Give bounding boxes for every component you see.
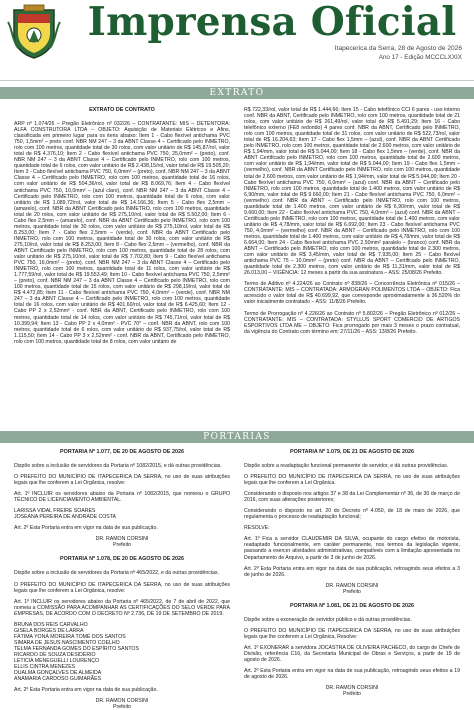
signer-role: Prefeito xyxy=(343,691,361,698)
portaria-1077-intro: Dispõe sobre a inclusão de servidores da Portaria nº 1082/2015, e dá outras providências. xyxy=(14,463,222,469)
masthead-header xyxy=(0,0,474,81)
extrato-column-right xyxy=(237,107,460,431)
portaria-1078-title: PORTARIA Nº 1.078, DE 20 DE AGOSTO DE 2026 xyxy=(60,556,184,563)
signer-role: Prefeito xyxy=(113,542,131,549)
termo-prorrogacao-text: Termo de Prorrogação nº 4.226/26 ao Contrato nº 5.802/26 – Pregão Eletrônico nº 012/26 – CONTRATANTE: MIS – CONTRATADA: STYLLUS SPORT COMERCIO DE ARTIGOS ESPORTIVOS LTDA ME – OBJETO: Fica prorrogado por mais 3 meses o prazo contratual, da vigência do Contrato com término em: 27/11/26 – ASS: 13/8/26 Prefeito. xyxy=(244,310,460,335)
signature-block xyxy=(244,685,460,697)
portaria-1081-art1: Art. 1º EXONERAR a servidora JOCASTRA DE OLIVEIRA PACHECO, do cargo de Chefe de Divisão, referência C16, da Secretaria Municipal de Obras e Serviços, a partir de 19 de agosto de 2026. xyxy=(244,644,460,663)
location-date: Itapecerica da Serra, 28 de Agosto de 2026 xyxy=(334,45,462,52)
portaria-1079-consid2: Considerando o disposto no art. 20 do Decreto nº 4.050, de 18 de maio de 2026, que regulamenta o processo de readaptação funcional; xyxy=(244,508,460,521)
extrato-column-left xyxy=(14,107,237,431)
masthead-title: Imprensa Oficial xyxy=(87,0,457,45)
section-header-extrato: EXTRATO xyxy=(0,87,474,99)
portaria-1079-intro: Dispõe sobre a readaptação funcional permanente de servidor, e dá outras providências. xyxy=(244,463,449,469)
portaria-1079-art2: Art. 2º Esta Portaria entra em vigor na data de sua publicação, retroagindo seus efeitos a 3 de junho de 2026. xyxy=(244,565,460,578)
signature-block xyxy=(244,583,460,595)
edition-number: Ano 17 - Edição MCCCLXXIX xyxy=(378,54,462,61)
signer-name: DR. RAMON CORSINI xyxy=(325,582,379,589)
signer-name: DR. RAMON CORSINI xyxy=(325,685,379,692)
signer-role: Prefeito xyxy=(113,704,131,710)
portaria-1078-art2: Art. 2º Esta Portaria entra em vigor na data de sua publicação. xyxy=(14,687,158,694)
extrato-title: EXTRATO DE CONTRATO xyxy=(89,107,155,113)
portaria-1078-intro: Dispõe sobre a inclusão de servidores da Portaria nº 465/2022, e dá outras providências. xyxy=(14,570,219,577)
portaria-1077-title: PORTARIA Nº 1.077, DE 20 DE AGOSTO DE 2026 xyxy=(60,449,184,455)
extrato-section xyxy=(0,99,474,431)
extrato-text: ARP nº 1.074/26 – Pregão Eletrônico nº 032/26 – CONTRATANTE: MIS – DETENTORA: ALFA CONSTRUTORA LTDA – OBJETO: Aquisição de Materiais Elétricos e Afins, classificada em primeiro lugar para os itens abaixo: Item 1 - Cabo flexível antichama PVC 750, 1,5mm² – preto conf. NBR NM 247 – 3 da ABNT Classe 4 – Certificado pelo INMETRO, rolo com 100 metros, quantidade total de 30 rolos, com valor unitário de R$ 145,87/rol, valor total de R$ 4.376,10; Item 2 - Cabo flexível antichama PVC 750, 25,0mm² – (preto), conf. NBR NM 247 – 3 da ABNT Classe 4 – Certificado pelo INMETRO, rolo com 100 metros, quantidade total de 6 rolos, com valor unitário de R$ 2.438,15/rol, valor total de R$ 19.505,20; Item 3 - Cabo flexível antichama PVC 750, 6,0mm² – (preto), conf. NBR NM 247 – 3 da ABNT Classe 4 – Certificado pelo INMETRO, rolo com 100 metros, quantidade total de 16 rolos, com valor unitário de R$ 504,36/rol, valor total de R$ 8.069,76; Item 4 - Cabo flexível antichama PVC 750, 10,0mm² – (azul claro), conf. NBR NM 247 – 3 da ABNT Classe 4 – Certificado pelo INMETRO, rolo com 100 metros, quantidade total de 6 rolos, com valor unitário de R$ 1.089,72/rol, valor total de R$ 14.166,36; Item 5 - Cabo flex 2,5mm – (amarelo), conf. NBR da ABNT Certificado pelo INMETRO, rolo com 100 metros, quantidade total de 20 rolos, com valor unitário de R$ 275,10/rol, valor total de R$ 5.502,00; Item 6 - Cabo flex 2,5mm – (amarelo), conf. NBR da ABNT Certificado pelo INMETRO, rolo com 100 metros, quantidade total de 30 rolos, com valor unitário de R$ 275,10/rol, valor total de R$ 8.253,00; Item 7 - Cabo flex 2,5mm – (verde), conf. NBR da ABNT Certificado pelo INMETRO, rolo com 100 metros, quantidade total de 30 rolos, com valor unitário de R$ 275,10/rol, valor total de R$ 8.253,00; Item 8 - Cabo flex 2,5mm – (vermelho), conf. NBR da ABNT Certificado pelo INMETRO, rolo com 100 metros, quantidade total de 28 rolos, com valor unitário de R$ 275,10/rol, valor total de R$ 7.702,80; Item 9 - Cabo flexível antichama PVC 750, 16,0mm² – (preto), conf. NBR NM 247 – 3 da ABNT Classe 4 – Certificado pelo INMETRO, rolo com 100 metros, quantidade total de 11 rolos, com valor unitário de R$ 1.777,59/rol, valor total de R$ 19.553,49; Item 10 - Cabo flexível antichama PVC 750, 2,5mm² – (preto), conf. NBR NM 247 – 3 da ABNT Classe 4 – Certificado pelo INMETRO, rolo com 100 metros, quantidade total de 15 rolos, com valor unitário de R$ 298,19/rol, valor total de R$ 4.472,85; Item 11 - Cabo flexível antichama PVC 750, 4,0mm² – (verde), conf. NBR NM 247 – 3 da ABNT Classe 4 – Certificado pelo INMETRO, rolo com 100 metros, quantidade total de 16 rolos, com valor unitário de R$ 401,60/rol, valor total de R$ 6.425,60; Item 12 - Cabo PP 2 x 2,52mm² - conf. NBR da ABNT, Certificado pelo INMETRO, rolo com 100 metros, quantidade total de 14 rolos, com valor unitário de R$ 745,71/rol, valor total de R$ 10.399,94; Item 13 - Cabo PP 2 x 4,0mm² - PVC 70° – conf. NBR da ABNT, rolo com 100 metros, quantidade total de 6 rolos, com valor unitário de R$ 937,75/rol, valor total de R$ 1.115,50; Item 14 - Cabo PP 3 x 2,52mm² - conf. NBR da ABNT, Certificado pelo INMETRO, rolo com 100 metros, quantidade total de 8 rolos, com valor unitário de xyxy=(14,121,230,345)
portaria-1079-resolve: RESOLVE: xyxy=(244,525,270,532)
portaria-1078-art1: Art. 1º INCLUIR os servidores abaixo da Portaria nº 465/2022, de 7 de abril de 2022, que nomeia a COMISSÃO PARA ACOMPANHAR AS CERTIFICAÇÕES DO SELO VERDE PARA EMPRESAS, DE ACORDO COM O DECRETO Nº 2.736, DE 19 DE SETEMBRO DE 2019. xyxy=(14,598,230,617)
portaria-1077-art1: Art. 1º INCLUIR os servidores abaixo da Portaria nº 1082/2015, que nomeou o GRUPO TÉCNICO DE LICENCIAMENTO AMBIENTAL. xyxy=(14,491,230,504)
portaria-1079-art1: Art. 1º Fica a servidor CLAUDEMIR DA SILVA, ocupante do cargo efetivo de motorista, readaptado funcionalmente, em caráter permanente, nos termos da legislação vigente, passando a exercer atividades administrativas, compatíveis com a limitação apresentada no Departamento de Arquivo, a partir de 3 de junho de 2026. xyxy=(244,536,460,561)
portaria-1081-art2: Art. 2º Esta Portaria entra em vigor na data de sua publicação, retroagindo seus efeitos a 19 de agosto de 2026. xyxy=(244,668,460,681)
signer-name: DR. RAMON CORSINI xyxy=(95,698,149,705)
portarias-column-right xyxy=(237,449,460,698)
signer-name: DR. RAMON CORSINI xyxy=(95,536,149,543)
portaria-1081-intro: Dispõe sobre a exoneração de servidor público e dá outras providências. xyxy=(244,616,412,623)
termo-aditivo-text: Termo de Aditivo nº 4.224/26 ao Contrato nº 838/26 – Concorrência Eletrônica nº 015/26 – CONTRATANTE: MIS – CONTRATADA: ARMOGRAN POLIMENTOS LTDA – OBJETO: Fica acrescido o valor total de R$ 40.699,92, que corresponde aproximadamente à 36,520% do valor inicialmente contratado – ASS: 11/8/26 Prefeito. xyxy=(244,281,460,306)
municipal-crest-icon xyxy=(6,4,62,60)
extrato-text-continued: R$ 722,33/rol, valor total de R$ 1.444,66; Item 15 - Cabo telefônico CCI 6 pares - uso interno conf. NBR da ABNT, Certificado pelo INMETRO, rolo com 100 metros, quantidade total de 21 rolos, com valor unitário de R$ 261,49/rol, valor total de R$ 5.491,29; Item 16 - Cabo telefônico externo (FE8 redondo) 4 pares conf. NBR da ABNT, Certificado pelo INMETRO, rolo com 100 metros, quantidade total de 31 rolos, com valor unitário de R$ 522,73/rol, valor total de R$ 16.204,63; Item 17 - Cabo flex 1,5mm – (azul), conf. NBR da ABNT Certificado pelo INMETRO, rolo com 100 metros, quantidade total de 2.600 metros, com valor unitário de R$ 1,94/mm, valor total de R$ 5.044,00; Item 18 - Cabo flex 1,5mm – (verde), conf. NBR da ABNT Certificado pelo INMETRO, rolo com 100 metros, quantidade total de 2.600 metros, com valor unitário de R$ 1,94/mm, valor total de R$ 5.044,00; Item 19 - Cabo flex 1,5mm – (vermelho), conf. NBR da ABNT Certificado pelo INMETRO, rolo com 100 metros, quantidade total de 2.600 metros, com valor unitário de R$ 1,94/mm, valor total de R$ 5.044,00; Item 20 - Cabo flexível antichama PVC 750, 6,0mm² – (azul) conf. NBR da ABNT – Certificado pelo INMETRO, rolo com 100 metros, quantidade total de 1.400 metros, com valor unitário de R$ 6,90/mm, valor total de R$ 9.660,00; Item 21 - Cabo flexível antichama PVC 750, 6,0mm² – (vermelho) conf. NBR da ABNT – Certificado pelo INMETRO, rolo com 100 metros, quantidade total de 1.400 metros, com valor unitário de R$ 6,90/mm, valor total de R$ 9.660,00; Item 22 - Cabo flexível antichama PVC 750, 4,0mm² – (azul) conf. NBR da ABNT – Certificado pelo INMETRO, rolo com 100 metros, quantidade total de 1.400 metros, com valor unitário de R$ 4,78/mm, valor total de R$ 6.692,00; Item 23 - Cabo flexível antichama PVC 750, 4,0mm² – (vermelho) conf. NBR da ABNT – Certificado pelo INMETRO, rolo com 100 metros, quantidade total de 1.400 metros, com valor unitário de R$ 4,78/mm, valor total de R$ 6.664,00; Item 24 - Cabo flexível antichama PVC 2,50mm² paralelo – (branco) conf. NBR da ABNT – Certificado pelo INMETRO, rolo com 100 metros, quantidade total de 2.300 metros, com valor unitário de R$ 3,45/mm, valor total de R$ 7.935,00; Item 25 - Cabo flexível antichama PVC 75 – 10,0mm² – (preto) conf. NBR da ABNT – Certificado pelo INMETRO, quantidade total de 2.300 metros, com valor unitário de R$ 11,31/mm, valor total de R$ 26.013,00 – VIGÊNCIA: 12 meses a partir da sua assinatura – ASS: 25/08/26 Prefeito. xyxy=(244,107,460,277)
section-header-portarias: PORTARIAS xyxy=(0,431,474,443)
portaria-1079-title: PORTARIA Nº 1.079, DE 21 DE AGOSTO DE 2026 xyxy=(290,449,414,455)
signer-role: Prefeito xyxy=(343,588,361,595)
portaria-1077-art2: Art. 2º Esta Portaria entra em vigor na data de sua publicação. xyxy=(14,525,158,532)
portarias-column-left xyxy=(14,449,237,710)
portaria-1078-names: BRUNA DOS REIS CARVALHO GISELA BORGES DE LARRA FÁTIMA YONÁ MOREIRA TOMÉ DOS SANTOS SIMARA DE JESUS NASCIMENTO COELHO TELMA FERNANDA GOMES DO ESPÍRITO SANTOS RICARDO DE SOUZA DESIDÉRIO LETICIA MENEGUELLI LOURENÇO ELLIS CINTRA MENEZES DUALMA GONÇALVES DE ALMEIDA ANAMARIA CARDOSO GUIMARÃES xyxy=(14,621,139,683)
portaria-1077-names: LARISSA VIDAL FREIRE SOARES JOSEANA PEREIRA DE ANDRADE COSTA xyxy=(14,508,116,521)
portaria-1077-mayor: O PREFEITO DO MUNICÍPIO DE ITAPECERICA DA SERRA, no uso de suas atribuições legais que lhe conferem a Lei Orgânica, resolve: xyxy=(14,474,230,487)
signature-block xyxy=(14,536,230,548)
portaria-1081-mayor: O PREFEITO DO MUNICÍPIO DE ITAPECERICA DA SERRA, no uso de suas atribuições legais que lhe conferem a Lei Orgânica, Resolve: xyxy=(244,627,460,640)
portarias-section xyxy=(0,443,474,710)
portaria-1081-title: PORTARIA Nº 1.081, DE 21 DE AGOSTO DE 2026 xyxy=(290,602,414,609)
portaria-1079-consid1: Considerando o disposto nos artigos 37 e 38 da Lei Complementar nº 36, de 30 de março de 2016, com suas alterações posteriores; xyxy=(244,491,460,504)
portaria-1078-mayor: O PREFEITO DO MUNICÍPIO DE ITAPECERICA DA SERRA, no uso de suas atribuições legais que lhe conferem a Lei Orgânica, resolve: xyxy=(14,581,230,594)
portaria-1079-mayor: O PREFEITO DO MUNICÍPIO DE ITAPECERICA DA SERRA, no uso de suas atribuições legais que lhe conferem a Lei Orgânica. xyxy=(244,474,460,487)
signature-block xyxy=(14,698,230,710)
